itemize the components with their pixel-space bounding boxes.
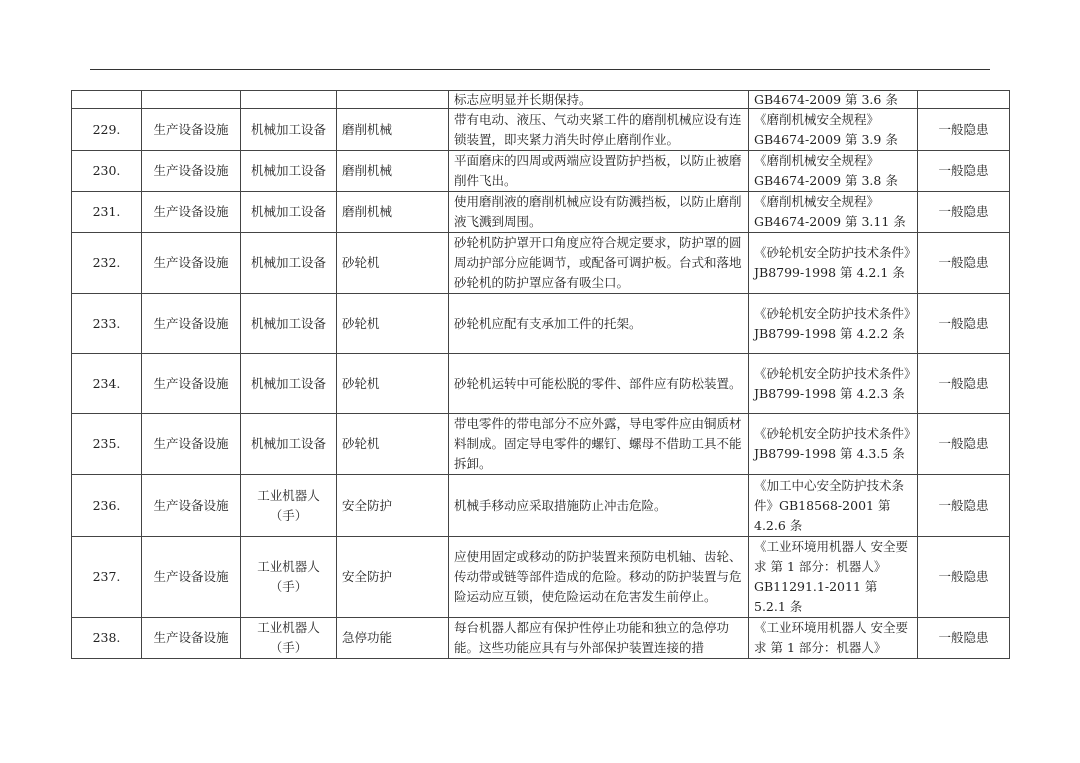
cell-hazard-level: 一般隐患 <box>918 192 1010 233</box>
cell-number: 235. <box>72 414 142 475</box>
cell-hazard-level: 一般隐患 <box>918 233 1010 294</box>
cell-category: 生产设备设施 <box>142 151 241 192</box>
table-row <box>72 294 1010 354</box>
cell-subtype: 砂轮机 <box>337 354 449 414</box>
cell-requirement: 应使用固定或移动的防护装置来预防电机轴、齿轮、传动带或链等部件造成的危险。移动的防护装置与危险运动应互锁，使危险运动在危害发生前停止。 <box>449 537 749 618</box>
cell-equipment: 机械加工设备 <box>241 192 337 233</box>
hazard-table <box>71 90 1010 659</box>
cell-equipment: 机械加工设备 <box>241 151 337 192</box>
cell-basis: 《磨削机械安全规程》GB4674-2009 第 3.9 条 <box>749 109 918 151</box>
table-row <box>72 192 1010 233</box>
page-header-rule <box>90 69 990 70</box>
hazard-table-body <box>72 91 1010 659</box>
cell-requirement: 使用磨削液的磨削机械应设有防溅挡板，以防止磨削液飞溅到周围。 <box>449 192 749 233</box>
cell-hazard-level: 一般隐患 <box>918 537 1010 618</box>
cell-basis: 《工业环境用机器人 安全要求 第 1 部分：机器人》GB11291.1-2011 第 5.2.1 条 <box>749 537 918 618</box>
cell-subtype: 砂轮机 <box>337 414 449 475</box>
cell-category: 生产设备设施 <box>142 233 241 294</box>
cell-number: 237. <box>72 537 142 618</box>
cell-equipment: 机械加工设备 <box>241 294 337 354</box>
table-row <box>72 537 1010 618</box>
table-row <box>72 414 1010 475</box>
cell-empty <box>918 91 1010 109</box>
cell-number: 229. <box>72 109 142 151</box>
cell-basis: 《加工中心安全防护技术条件》GB18568-2001 第 4.2.6 条 <box>749 475 918 537</box>
cell-category: 生产设备设施 <box>142 537 241 618</box>
cell-basis: 《磨削机械安全规程》GB4674-2009 第 3.8 条 <box>749 151 918 192</box>
cell-subtype: 磨削机械 <box>337 151 449 192</box>
cell-number: 232. <box>72 233 142 294</box>
cell-number: 233. <box>72 294 142 354</box>
cell-requirement: 每台机器人都应有保护性停止功能和独立的急停功能。这些功能应具有与外部保护装置连接的措 <box>449 618 749 659</box>
cell-subtype: 砂轮机 <box>337 294 449 354</box>
cell-requirement: 带有电动、液压、气动夹紧工件的磨削机械应设有连锁装置，即夹紧力消失时停止磨削作业。 <box>449 109 749 151</box>
cell-category: 生产设备设施 <box>142 192 241 233</box>
cell-category: 生产设备设施 <box>142 354 241 414</box>
cell-subtype: 磨削机械 <box>337 192 449 233</box>
cell-number: 230. <box>72 151 142 192</box>
cell-requirement: 标志应明显并长期保持。 <box>449 91 749 109</box>
cell-basis: 《砂轮机安全防护技术条件》JB8799-1998 第 4.3.5 条 <box>749 414 918 475</box>
cell-empty <box>337 91 449 109</box>
table-row <box>72 233 1010 294</box>
cell-category: 生产设备设施 <box>142 109 241 151</box>
cell-number: 234. <box>72 354 142 414</box>
cell-equipment: 机械加工设备 <box>241 414 337 475</box>
cell-requirement: 平面磨床的四周或两端应设置防护挡板，以防止被磨削件飞出。 <box>449 151 749 192</box>
cell-requirement: 砂轮机应配有支承加工件的托架。 <box>449 294 749 354</box>
cell-subtype: 安全防护 <box>337 537 449 618</box>
cell-requirement: 砂轮机运转中可能松脱的零件、部件应有防松装置。 <box>449 354 749 414</box>
table-row <box>72 475 1010 537</box>
cell-number: 231. <box>72 192 142 233</box>
cell-basis: 《砂轮机安全防护技术条件》JB8799-1998 第 4.2.2 条 <box>749 294 918 354</box>
cell-requirement: 带电零件的带电部分不应外露，导电零件应由铜质材料制成。固定导电零件的螺钉、螺母不借助工具不能拆卸。 <box>449 414 749 475</box>
cell-hazard-level: 一般隐患 <box>918 294 1010 354</box>
cell-empty <box>241 91 337 109</box>
cell-subtype: 砂轮机 <box>337 233 449 294</box>
table-row <box>72 151 1010 192</box>
cell-equipment: 机械加工设备 <box>241 233 337 294</box>
cell-hazard-level: 一般隐患 <box>918 354 1010 414</box>
cell-basis: 《磨削机械安全规程》GB4674-2009 第 3.11 条 <box>749 192 918 233</box>
table-row <box>72 354 1010 414</box>
table-row-continued <box>72 91 1010 109</box>
cell-hazard-level: 一般隐患 <box>918 414 1010 475</box>
cell-category: 生产设备设施 <box>142 475 241 537</box>
cell-number: 238. <box>72 618 142 659</box>
cell-requirement: 砂轮机防护罩开口角度应符合规定要求，防护罩的圆周动护部分应能调节，或配备可调护板。台式和落地砂轮机的防护罩应备有吸尘口。 <box>449 233 749 294</box>
cell-hazard-level: 一般隐患 <box>918 618 1010 659</box>
cell-equipment: 工业机器人（手） <box>241 537 337 618</box>
cell-hazard-level: 一般隐患 <box>918 151 1010 192</box>
cell-category: 生产设备设施 <box>142 294 241 354</box>
cell-equipment: 机械加工设备 <box>241 354 337 414</box>
table-row <box>72 109 1010 151</box>
cell-basis: 《砂轮机安全防护技术条件》JB8799-1998 第 4.2.3 条 <box>749 354 918 414</box>
cell-basis: GB4674-2009 第 3.6 条 <box>749 91 918 109</box>
cell-requirement: 机械手移动应采取措施防止冲击危险。 <box>449 475 749 537</box>
cell-number: 236. <box>72 475 142 537</box>
cell-hazard-level: 一般隐患 <box>918 109 1010 151</box>
cell-empty <box>72 91 142 109</box>
cell-category: 生产设备设施 <box>142 414 241 475</box>
cell-basis: 《工业环境用机器人 安全要求 第 1 部分：机器人》 <box>749 618 918 659</box>
cell-equipment: 工业机器人（手） <box>241 618 337 659</box>
cell-category: 生产设备设施 <box>142 618 241 659</box>
cell-subtype: 磨削机械 <box>337 109 449 151</box>
cell-empty <box>142 91 241 109</box>
cell-hazard-level: 一般隐患 <box>918 475 1010 537</box>
cell-equipment: 工业机器人（手） <box>241 475 337 537</box>
cell-subtype: 急停功能 <box>337 618 449 659</box>
cell-subtype: 安全防护 <box>337 475 449 537</box>
cell-basis: 《砂轮机安全防护技术条件》JB8799-1998 第 4.2.1 条 <box>749 233 918 294</box>
table-row <box>72 618 1010 659</box>
cell-equipment: 机械加工设备 <box>241 109 337 151</box>
